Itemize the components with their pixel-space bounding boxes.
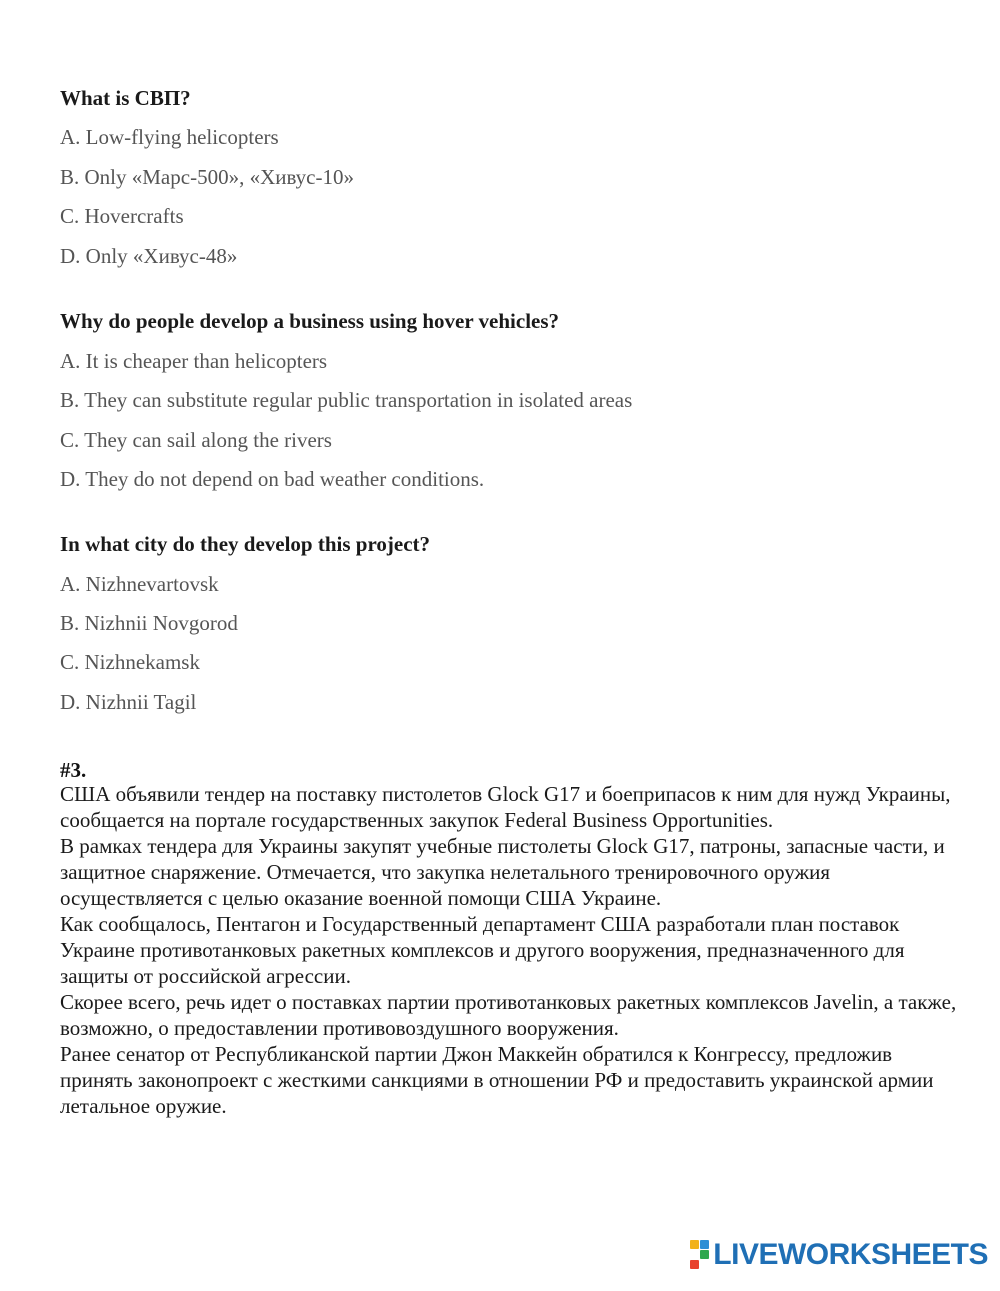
question-3-option-d[interactable]: D. Nizhnii Tagil [60, 690, 197, 714]
logo-block [700, 1240, 709, 1249]
logo-block [690, 1240, 699, 1249]
question-2-option-d[interactable]: D. They do not depend on bad weather conditions. [60, 467, 485, 491]
question-1-option-d[interactable]: D. Only «Хивус-48» [60, 244, 238, 268]
question-3-option-b[interactable]: B. Nizhnii Novgorod [60, 611, 238, 635]
article-heading: #3. [60, 758, 87, 782]
question-1: What is СВП? [60, 86, 191, 110]
question-1-option-a[interactable]: A. Low-flying helicopters [60, 125, 279, 149]
question-3: In what city do they develop this project? [60, 532, 431, 556]
question-2-option-b[interactable]: B. They can substitute regular public transportation in isolated areas [60, 388, 633, 412]
article-paragraph: В рамках тендера для Украины закупят учебные пистолеты Glock G17, патроны, запасные части, и защитное снаряжение. Отмечается, что закупка нелетального тренировочного оружия осуществляется с целью оказание военной помощи США Украине. [60, 834, 945, 910]
logo-block [690, 1260, 699, 1269]
question-1-option-b[interactable]: B. Only «Марс-500», «Хивус-10» [60, 165, 354, 189]
question-3-option-c[interactable]: C. Nizhnekamsk [60, 650, 200, 674]
question-1-option-c[interactable]: C. Hovercrafts [60, 204, 184, 228]
article-paragraph: США объявили тендер на поставку пистолетов Glock G17 и боеприпасов к ним для нужд Украины, сообщается на портале государственных закупок Federal Business Opportunities. [60, 782, 951, 832]
article-paragraph: Как сообщалось, Пентагон и Государственный департамент США разработали план поставок Украине противотанковых ракетных комплексов и другого вооружения, предназначенного для защиты от российской агрессии. [60, 912, 905, 988]
article-paragraph: Ранее сенатор от Республиканской партии Джон Маккейн обратился к Конгрессу, предложив принять законопроект с жесткими санкциями в отношении РФ и предоставить украинской армии летальное оружие. [60, 1042, 934, 1118]
article-body [60, 781, 960, 1119]
liveworksheets-logo [690, 1237, 988, 1273]
logo-block [700, 1250, 709, 1259]
logo-blocks-icon [690, 1240, 710, 1270]
logo-text: LIVEWORKSHEETS [713, 1238, 988, 1271]
question-2-option-c[interactable]: C. They can sail along the rivers [60, 428, 332, 452]
question-2-option-a[interactable]: A. It is cheaper than helicopters [60, 349, 328, 373]
question-3-option-a[interactable]: A. Nizhnevartovsk [60, 572, 219, 596]
article-paragraph: Скорее всего, речь идет о поставках партии противотанковых ракетных комплексов Javelin, а также, возможно, о предоставлении противовоздушного вооружения. [60, 990, 957, 1040]
question-2: Why do people develop a business using hover vehicles? [60, 309, 560, 333]
